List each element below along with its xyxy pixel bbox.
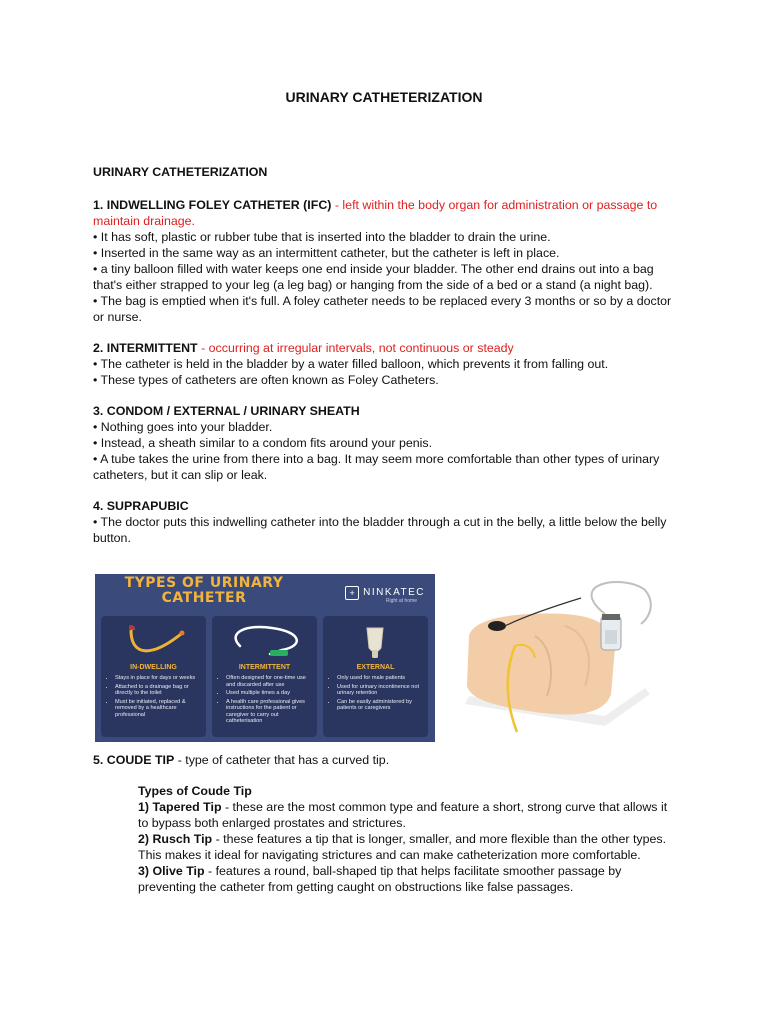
list-item: • Often designed for one-time use and discarded after use bbox=[226, 675, 313, 688]
section-indwelling-intro bbox=[93, 197, 678, 229]
infographic-title-line1: TYPES OF URINARY bbox=[124, 575, 284, 591]
separator: - bbox=[331, 198, 343, 212]
section-indwelling bbox=[93, 197, 678, 325]
section-condom bbox=[93, 403, 678, 483]
external-catheter-icon bbox=[323, 622, 428, 662]
intermittent-catheter-icon bbox=[212, 622, 317, 662]
brand-name: NINKATEC bbox=[363, 587, 425, 598]
body-subtitle: URINARY CATHETERIZATION bbox=[93, 165, 268, 179]
section-intermittent-intro bbox=[93, 340, 678, 356]
section-definition: left within the body organ for administration or passage to maintain drainage. bbox=[93, 198, 658, 228]
section-heading: 1. INDWELLING FOLEY CATHETER (IFC) bbox=[93, 198, 332, 212]
list-item bbox=[138, 799, 678, 831]
card-bullets bbox=[325, 675, 428, 714]
coude-type-desc: - these are the most common type and feature a short, strong curve that allows it to bypass both enlarged prostates and strictures. bbox=[138, 800, 668, 830]
list-item: • A health care professional gives instructions for the patient or caregiver to carry out catheterisation bbox=[226, 699, 313, 725]
section-intermittent bbox=[93, 340, 678, 388]
section-heading: 5. COUDE TIP bbox=[93, 753, 175, 767]
list-item: • Can be easily administered by patients or caregivers bbox=[337, 699, 424, 712]
bullet: • A tube takes the urine from there into a bag. It may seem more comfortable than other types of urinary catheters, but it can slip or leak. bbox=[93, 452, 660, 482]
section-definition: occurring at irregular intervals, not continuous or steady bbox=[208, 341, 514, 355]
bullet: • It has soft, plastic or rubber tube that is inserted into the bladder to drain the urine. bbox=[93, 230, 551, 244]
list-item bbox=[138, 831, 678, 863]
coude-type-name: 2) Rusch Tip bbox=[138, 832, 213, 846]
bullet: • The catheter is held in the bladder by a water filled balloon, which prevents it from falling out. bbox=[93, 357, 609, 371]
bullet: • The bag is emptied when it's full. A foley catheter needs to be replaced every 3 months or so by a doctor or nurse. bbox=[93, 294, 672, 324]
list-item: • Stays in place for days or weeks bbox=[115, 675, 202, 682]
list-item: • Attached to a drainage bag or directly to the toilet bbox=[115, 684, 202, 697]
section-coude bbox=[93, 752, 678, 895]
coude-type-name: 1) Tapered Tip bbox=[138, 800, 222, 814]
card-bullets bbox=[103, 675, 206, 720]
figures-row bbox=[93, 574, 678, 752]
brand-cross-icon: + bbox=[345, 586, 359, 600]
section-coude-intro bbox=[93, 752, 678, 768]
card-title: IN-DWELLING bbox=[130, 664, 177, 671]
document-body bbox=[93, 164, 678, 895]
coude-type-desc: - these features a tip that is longer, smaller, and more flexible than the other types. This makes it ideal for navigating strictures and can make catheterization more comfortable. bbox=[138, 832, 667, 862]
card-title: INTERMITTENT bbox=[238, 664, 291, 671]
infographic-title bbox=[95, 576, 313, 606]
bullet: • a tiny balloon filled with water keeps one end inside your bladder. The other end drains out into a bag that's either strapped to your leg (a leg bag) or hanging from the side of a bed or a stand (a night bag). bbox=[93, 262, 654, 292]
brand-tagline: Right at home bbox=[385, 598, 417, 604]
card-intermittent bbox=[212, 616, 317, 737]
section-heading: 3. CONDOM / EXTERNAL / URINARY SHEATH bbox=[93, 404, 360, 418]
section-heading: 2. INTERMITTENT bbox=[93, 341, 198, 355]
bullet: • The doctor puts this indwelling catheter into the bladder through a cut in the belly, a little below the belly button. bbox=[93, 515, 667, 545]
bullet: • Nothing goes into your bladder. bbox=[93, 420, 273, 434]
bullet: • Instead, a sheath similar to a condom fits around your penis. bbox=[93, 436, 433, 450]
list-item bbox=[138, 863, 678, 895]
list-item: • Used for urinary incontinence not urinary retention bbox=[337, 684, 424, 697]
coude-types-heading: Types of Coude Tip bbox=[138, 784, 252, 798]
card-title: EXTERNAL bbox=[356, 664, 395, 671]
separator: - bbox=[174, 753, 186, 767]
bullet: • Inserted in the same way as an intermittent catheter, but the catheter is left in place. bbox=[93, 246, 560, 260]
coude-type-name: 3) Olive Tip bbox=[138, 864, 205, 878]
card-bullets bbox=[214, 675, 317, 727]
indwelling-catheter-icon bbox=[101, 622, 206, 662]
separator: - bbox=[197, 341, 209, 355]
list-item: • Only used for male patients bbox=[337, 675, 424, 682]
coude-types bbox=[93, 783, 678, 895]
list-item: • Used multiple times a day bbox=[226, 690, 313, 697]
list-item: • Must be initiated, replaced & removed by a healthcare professional bbox=[115, 699, 202, 719]
coude-type-desc: - features a round, ball-shaped tip that helps facilitate smoother passage by preventing the catheter from getting caught on obstructions like false passages. bbox=[138, 864, 622, 894]
card-external bbox=[323, 616, 428, 737]
section-definition: type of catheter that has a curved tip. bbox=[185, 753, 390, 767]
catheterization-training-model-image bbox=[455, 576, 665, 744]
catheter-types-infographic bbox=[95, 574, 435, 742]
section-suprapubic bbox=[93, 498, 678, 546]
card-indwelling bbox=[101, 616, 206, 737]
bullet: • These types of catheters are often known as Foley Catheters. bbox=[93, 373, 439, 387]
document-title: URINARY CATHETERIZATION bbox=[285, 89, 483, 105]
section-heading: 4. SUPRAPUBIC bbox=[93, 499, 189, 513]
infographic-title-line2: CATHETER bbox=[161, 590, 247, 606]
